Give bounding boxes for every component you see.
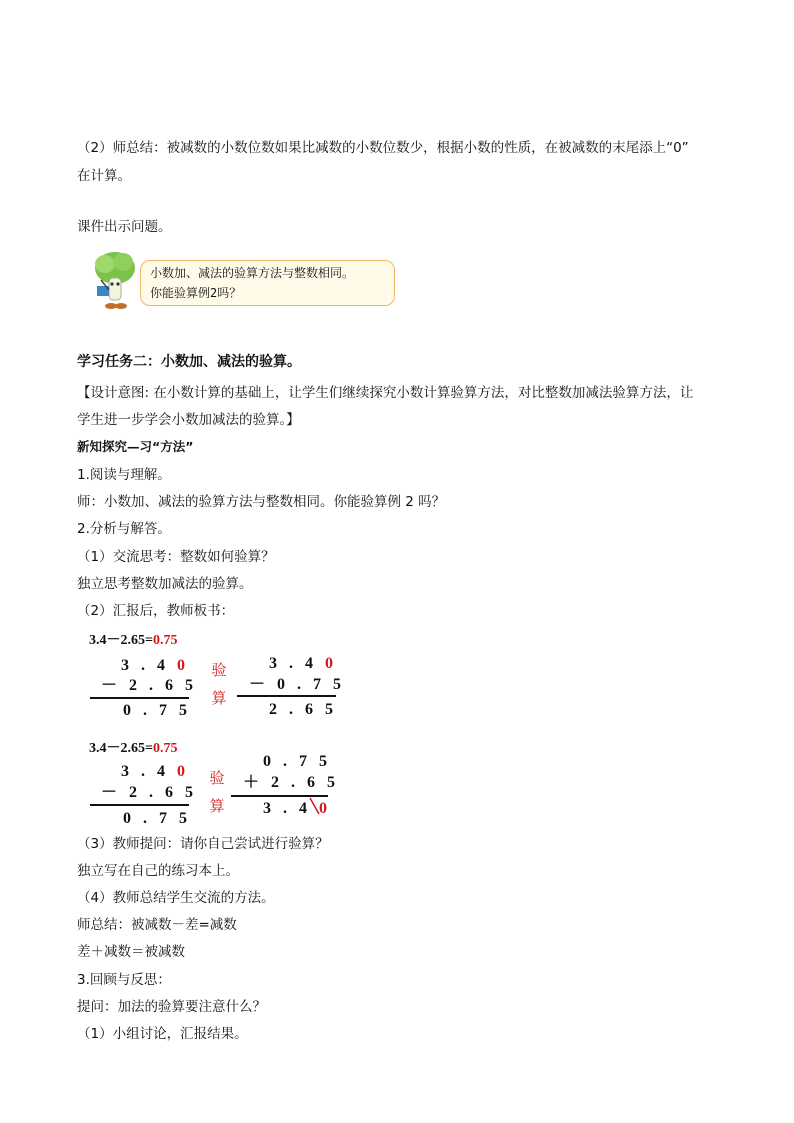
check-rule-line — [237, 695, 336, 697]
step-1: 1.阅读与理解。 — [77, 467, 171, 483]
check-char-suan-2: 算 — [209, 797, 225, 815]
check-subtrahend: － 0 . 7 5 — [249, 676, 346, 693]
minuend-digits: 3 . 4 — [121, 657, 169, 674]
check-char-suan: 算 — [211, 689, 227, 707]
difference: 0 . 7 5 — [123, 702, 191, 719]
check-addend-2: ＋ 2 . 6 5 — [243, 774, 340, 791]
question-line: 提问：加法的验算要注意什么？ — [77, 999, 266, 1015]
check-minuend-digits: 3 . 4 — [269, 655, 317, 672]
check-char-yan-2: 验 — [209, 769, 225, 787]
equation-lhs: 3.4－2.65= — [89, 633, 153, 648]
strike-mark-icon — [308, 796, 322, 816]
equation-2 — [89, 737, 177, 757]
equation-rhs-2: 0.75 — [152, 741, 178, 756]
equation-1 — [89, 629, 177, 649]
group-line: （1）小组讨论，汇报结果。 — [77, 1026, 248, 1042]
sub-step-2: （2）汇报后，教师板书： — [77, 603, 235, 619]
speech-bubble — [140, 260, 395, 306]
summary-line-1: （2）师总结：被减数的小数位数如果比减数的小数位数少，根据小数的性质，在被减数的末尾添上“0” — [77, 140, 689, 156]
check-minuend — [269, 654, 337, 674]
difference-2: 0 . 7 5 — [123, 810, 191, 827]
cabbage-character-icon — [87, 250, 143, 312]
equation-lhs-2: 3.4－2.65= — [89, 741, 153, 756]
bubble-line-1: 小数加、减法的验算方法与整数相同。 — [150, 266, 355, 280]
minuend-2 — [121, 762, 189, 782]
rule-2: 差＋减数＝被减数 — [77, 944, 185, 960]
subtrahend: － 2 . 6 5 — [101, 677, 198, 694]
check-sum-digits: 3 . 4 — [263, 800, 311, 817]
write-line: 独立写在自己的练习本上。 — [77, 863, 239, 879]
task-title: 学习任务二：小数加、减法的验算。 — [77, 354, 301, 370]
added-zero: 0 — [177, 657, 189, 674]
subtrahend-2: － 2 . 6 5 — [101, 784, 198, 801]
independent-line: 独立思考整数加减法的验算。 — [77, 576, 253, 592]
teacher-question: 师：小数加、减法的验算方法与整数相同。你能验算例 2 吗？ — [77, 494, 446, 510]
callout — [87, 250, 399, 310]
bubble-line-2: 你能验算例2吗？ — [150, 286, 242, 300]
sub-step-4: （4）教师总结学生交流的方法。 — [77, 890, 275, 906]
explore-title: 新知探究—习“方法” — [77, 439, 194, 454]
step-3: 3.回顾与反思： — [77, 972, 171, 988]
summary-line-2: 在计算。 — [77, 168, 131, 184]
rule-line-2 — [90, 804, 189, 806]
minuend — [121, 656, 189, 676]
rule-1: 师总结：被减数－差=减数 — [77, 917, 237, 933]
rule-line — [90, 697, 189, 699]
equation-rhs: 0.75 — [152, 633, 178, 648]
check-char-yan: 验 — [211, 661, 227, 679]
design-intent-1: 【设计意图: 在小数计算的基础上，让学生们继续探究小数计算验算方法，对比整数加减法验算方法，让 — [77, 385, 694, 401]
sub-step-1: （1）交流思考：整数如何验算？ — [77, 549, 275, 565]
check-added-zero: 0 — [325, 655, 337, 672]
check-sum-zero: 0 — [319, 800, 331, 817]
added-zero-2: 0 — [177, 763, 189, 780]
minuend-digits-2: 3 . 4 — [121, 763, 169, 780]
check-result: 2 . 6 5 — [269, 701, 337, 718]
sub-step-3: （3）教师提问：请你自己尝试进行验算？ — [77, 836, 329, 852]
design-intent-2: 学生进一步学会小数加减法的验算。】 — [77, 412, 300, 428]
step-2: 2.分析与解答。 — [77, 521, 171, 537]
courseware-line: 课件出示问题。 — [77, 219, 172, 235]
check-addend-1: 0 . 7 5 — [263, 753, 331, 770]
